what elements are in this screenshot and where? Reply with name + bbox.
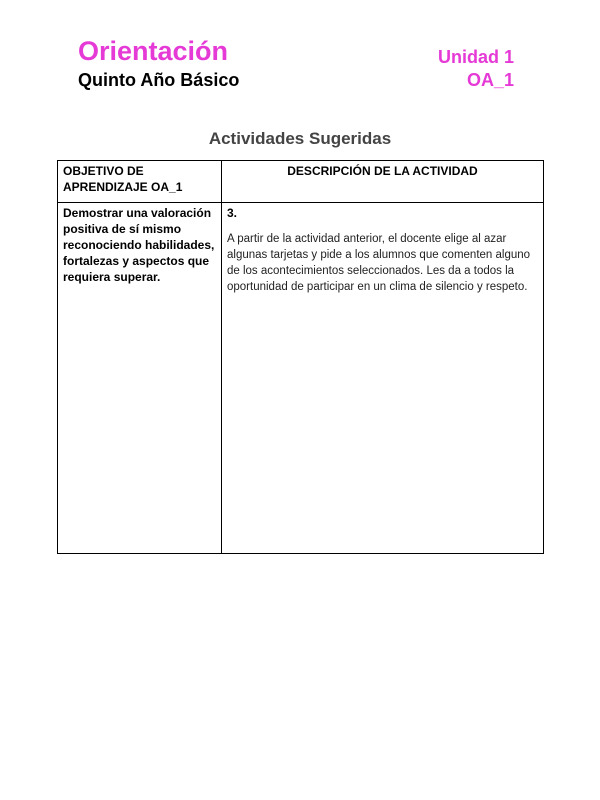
activity-number: 3. [227, 206, 238, 220]
unit-label: Unidad 1 [437, 47, 514, 67]
column-header-description: DESCRIPCIÓN DE LA ACTIVIDAD [222, 161, 544, 203]
description-cell [222, 203, 544, 554]
section-title: Actividades Sugeridas [208, 129, 392, 148]
grade-title: Quinto Año Básico [78, 70, 240, 90]
activity-text: A partir de la actividad anterior, el docente elige al azar algunas tarjetas y pide a los alumnos que comenten alguno de los acontecimientos seleccionados. Les da a todos la oportunidad de participar en un clima de silencio y respeto. [227, 233, 531, 293]
subject-title: Orientación [78, 36, 229, 66]
table-header-row [58, 161, 544, 203]
oa-label: OA_1 [466, 70, 514, 90]
activity-table [57, 160, 544, 554]
column-header-objective: OBJETIVO DE APRENDIZAJE OA_1 [58, 161, 222, 203]
objective-cell: Demostrar una valoración positiva de sí mismo reconociendo habilidades, fortalezas y aspectos que requiera superar. [58, 203, 222, 554]
table-row [58, 203, 544, 554]
